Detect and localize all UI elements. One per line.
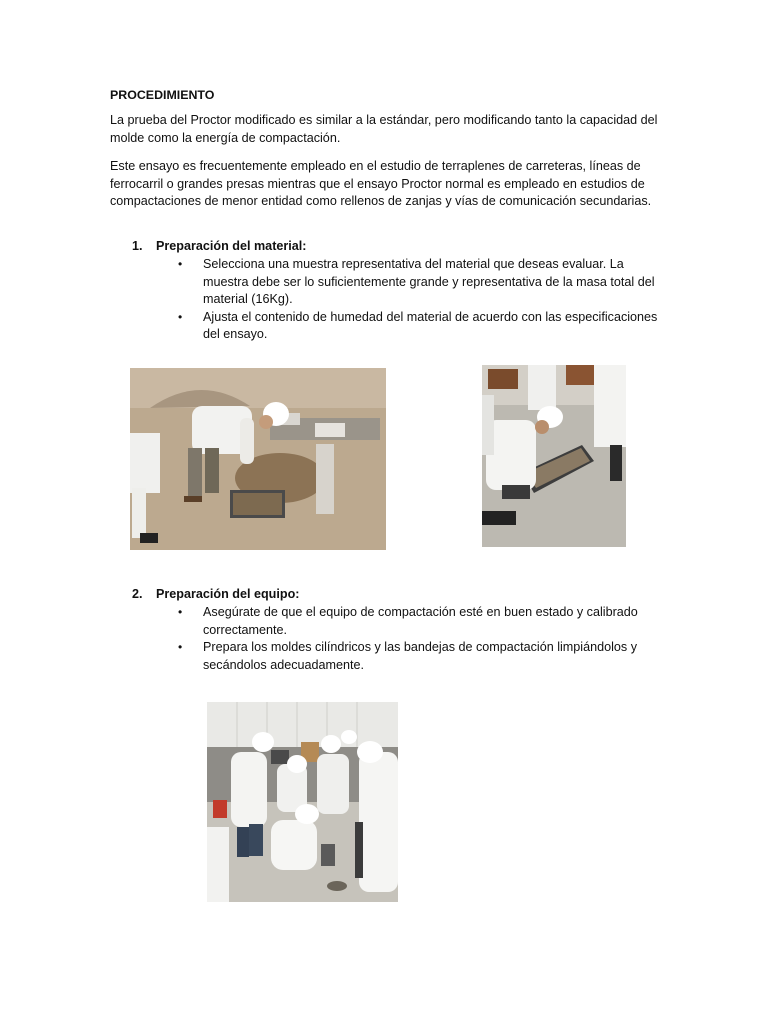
bullet-list <box>176 604 666 674</box>
list-item <box>176 604 666 639</box>
photo-lab-group-compaction <box>207 702 398 902</box>
list-item <box>176 639 666 674</box>
bullet-icon: • <box>178 309 183 324</box>
bullet-list <box>176 256 666 344</box>
list-item-text: Asegúrate de que el equipo de compactación esté en buen estado y calibrado correctamente. <box>203 605 638 637</box>
section-title <box>132 238 307 256</box>
list-item <box>176 256 666 309</box>
list-item-text: Prepara los moldes cilíndricos y las bandejas de compactación limpiándolos y secándolos adecuadamente. <box>203 640 638 672</box>
photo-crouching-worker-tray <box>482 365 626 547</box>
bullet-icon: • <box>178 605 183 619</box>
section-title-text: Preparación del material: <box>156 239 307 253</box>
list-item <box>176 309 666 344</box>
document-heading: PROCEDIMIENTO <box>110 88 215 102</box>
section-number: 1. <box>132 239 143 253</box>
usage-paragraph: Este ensayo es frecuentemente empleado en el estudio de terraplenes de carreteras, líneas de ferrocarril o grandes presas mientras que el ensayo Proctor normal es empleado en estudios de compactaciones de menor entidad como rellenos de zanjas y vías de comunicación secundarias. <box>110 159 652 209</box>
intro-paragraph: La prueba del Proctor modificado es similar a la estándar, pero modificando tanto la capacidad del molde como la energía de compactación. <box>110 113 658 145</box>
list-item-text: Ajusta el contenido de humedad del material de acuerdo con las especificaciones del ensayo. <box>203 309 658 342</box>
section-title-text: Preparación del equipo: <box>156 587 300 601</box>
photo-outdoor-soil-sampling <box>130 368 386 550</box>
section-title <box>132 586 299 604</box>
bullet-icon: • <box>178 257 183 271</box>
bullet-icon: • <box>178 640 183 655</box>
section-number: 2. <box>132 587 143 601</box>
list-item-text: Selecciona una muestra representativa del material que deseas evaluar. La muestra debe ser lo suficientemente grande y representativa de la masa total del material (16Kg). <box>203 257 655 307</box>
